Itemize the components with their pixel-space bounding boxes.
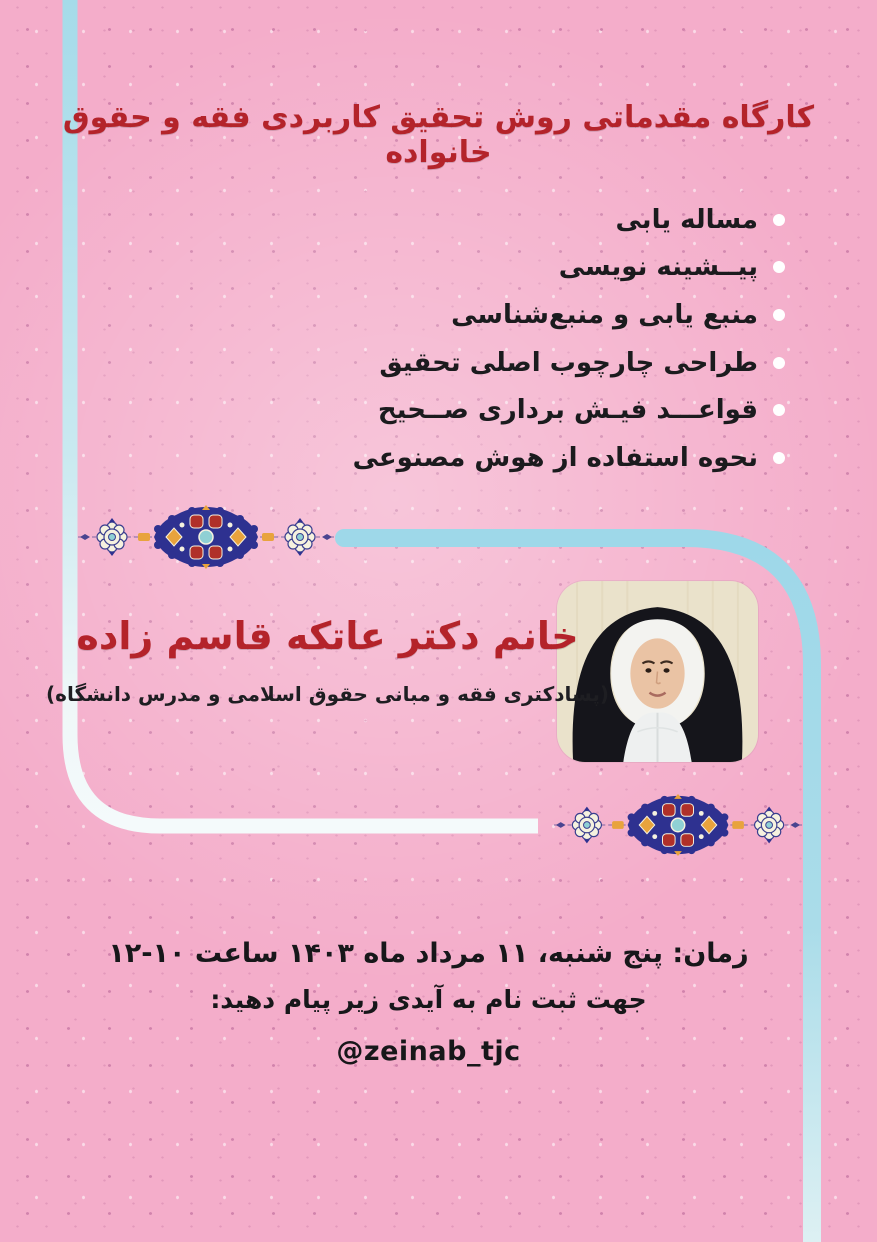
bullet-dot bbox=[773, 404, 785, 416]
instagram-handle: @zeinab_tjc bbox=[336, 1036, 521, 1067]
speaker-photo bbox=[557, 581, 758, 762]
topic-label: نحوه استفاده از هوش مصنوعی bbox=[352, 442, 758, 473]
topic-item bbox=[353, 386, 785, 434]
workshop-title: کارگاه مقدماتی روش تحقیق کاربردی فقه و حقوق خانواده bbox=[62, 100, 815, 170]
speaker-credentials: (پسادکتری فقه و مبانی حقوق اسلامی و مدرس دانشگاه) bbox=[46, 682, 609, 706]
topic-label: منبع یابی و منبع‌شناسی bbox=[451, 299, 758, 330]
topic-label: طراحی چارچوب اصلی تحقیق bbox=[379, 347, 758, 378]
topic-label: قواعـــد فیـش برداری صــحیح bbox=[377, 395, 758, 426]
registration-text: جهت ثبت نام به آیدی زیر پیام دهید: bbox=[210, 985, 647, 1014]
topics-list bbox=[353, 196, 785, 482]
topic-label: پیــشینه نویسی bbox=[558, 252, 758, 283]
tazhib-ornament-icon bbox=[72, 505, 340, 569]
topic-item bbox=[353, 434, 785, 482]
bullet-dot bbox=[773, 452, 785, 464]
topic-label: مساله یابی bbox=[615, 204, 758, 235]
bullet-dot bbox=[773, 309, 785, 321]
topic-item bbox=[353, 291, 785, 339]
schedule-text: زمان: پنج شنبه، ۱۱ مرداد ماه ۱۴۰۳ ساعت ۱۰-۱۲ bbox=[108, 938, 749, 969]
bullet-dot bbox=[773, 357, 785, 369]
speaker-name: خانم دکتر عاتکه قاسم زاده bbox=[76, 614, 579, 658]
topic-item bbox=[353, 196, 785, 244]
bullet-dot bbox=[773, 214, 785, 226]
tazhib-ornament-icon bbox=[552, 793, 804, 857]
bullet-dot bbox=[773, 261, 785, 273]
topic-item bbox=[353, 339, 785, 387]
event-details bbox=[0, 938, 857, 1067]
topic-item bbox=[353, 244, 785, 292]
